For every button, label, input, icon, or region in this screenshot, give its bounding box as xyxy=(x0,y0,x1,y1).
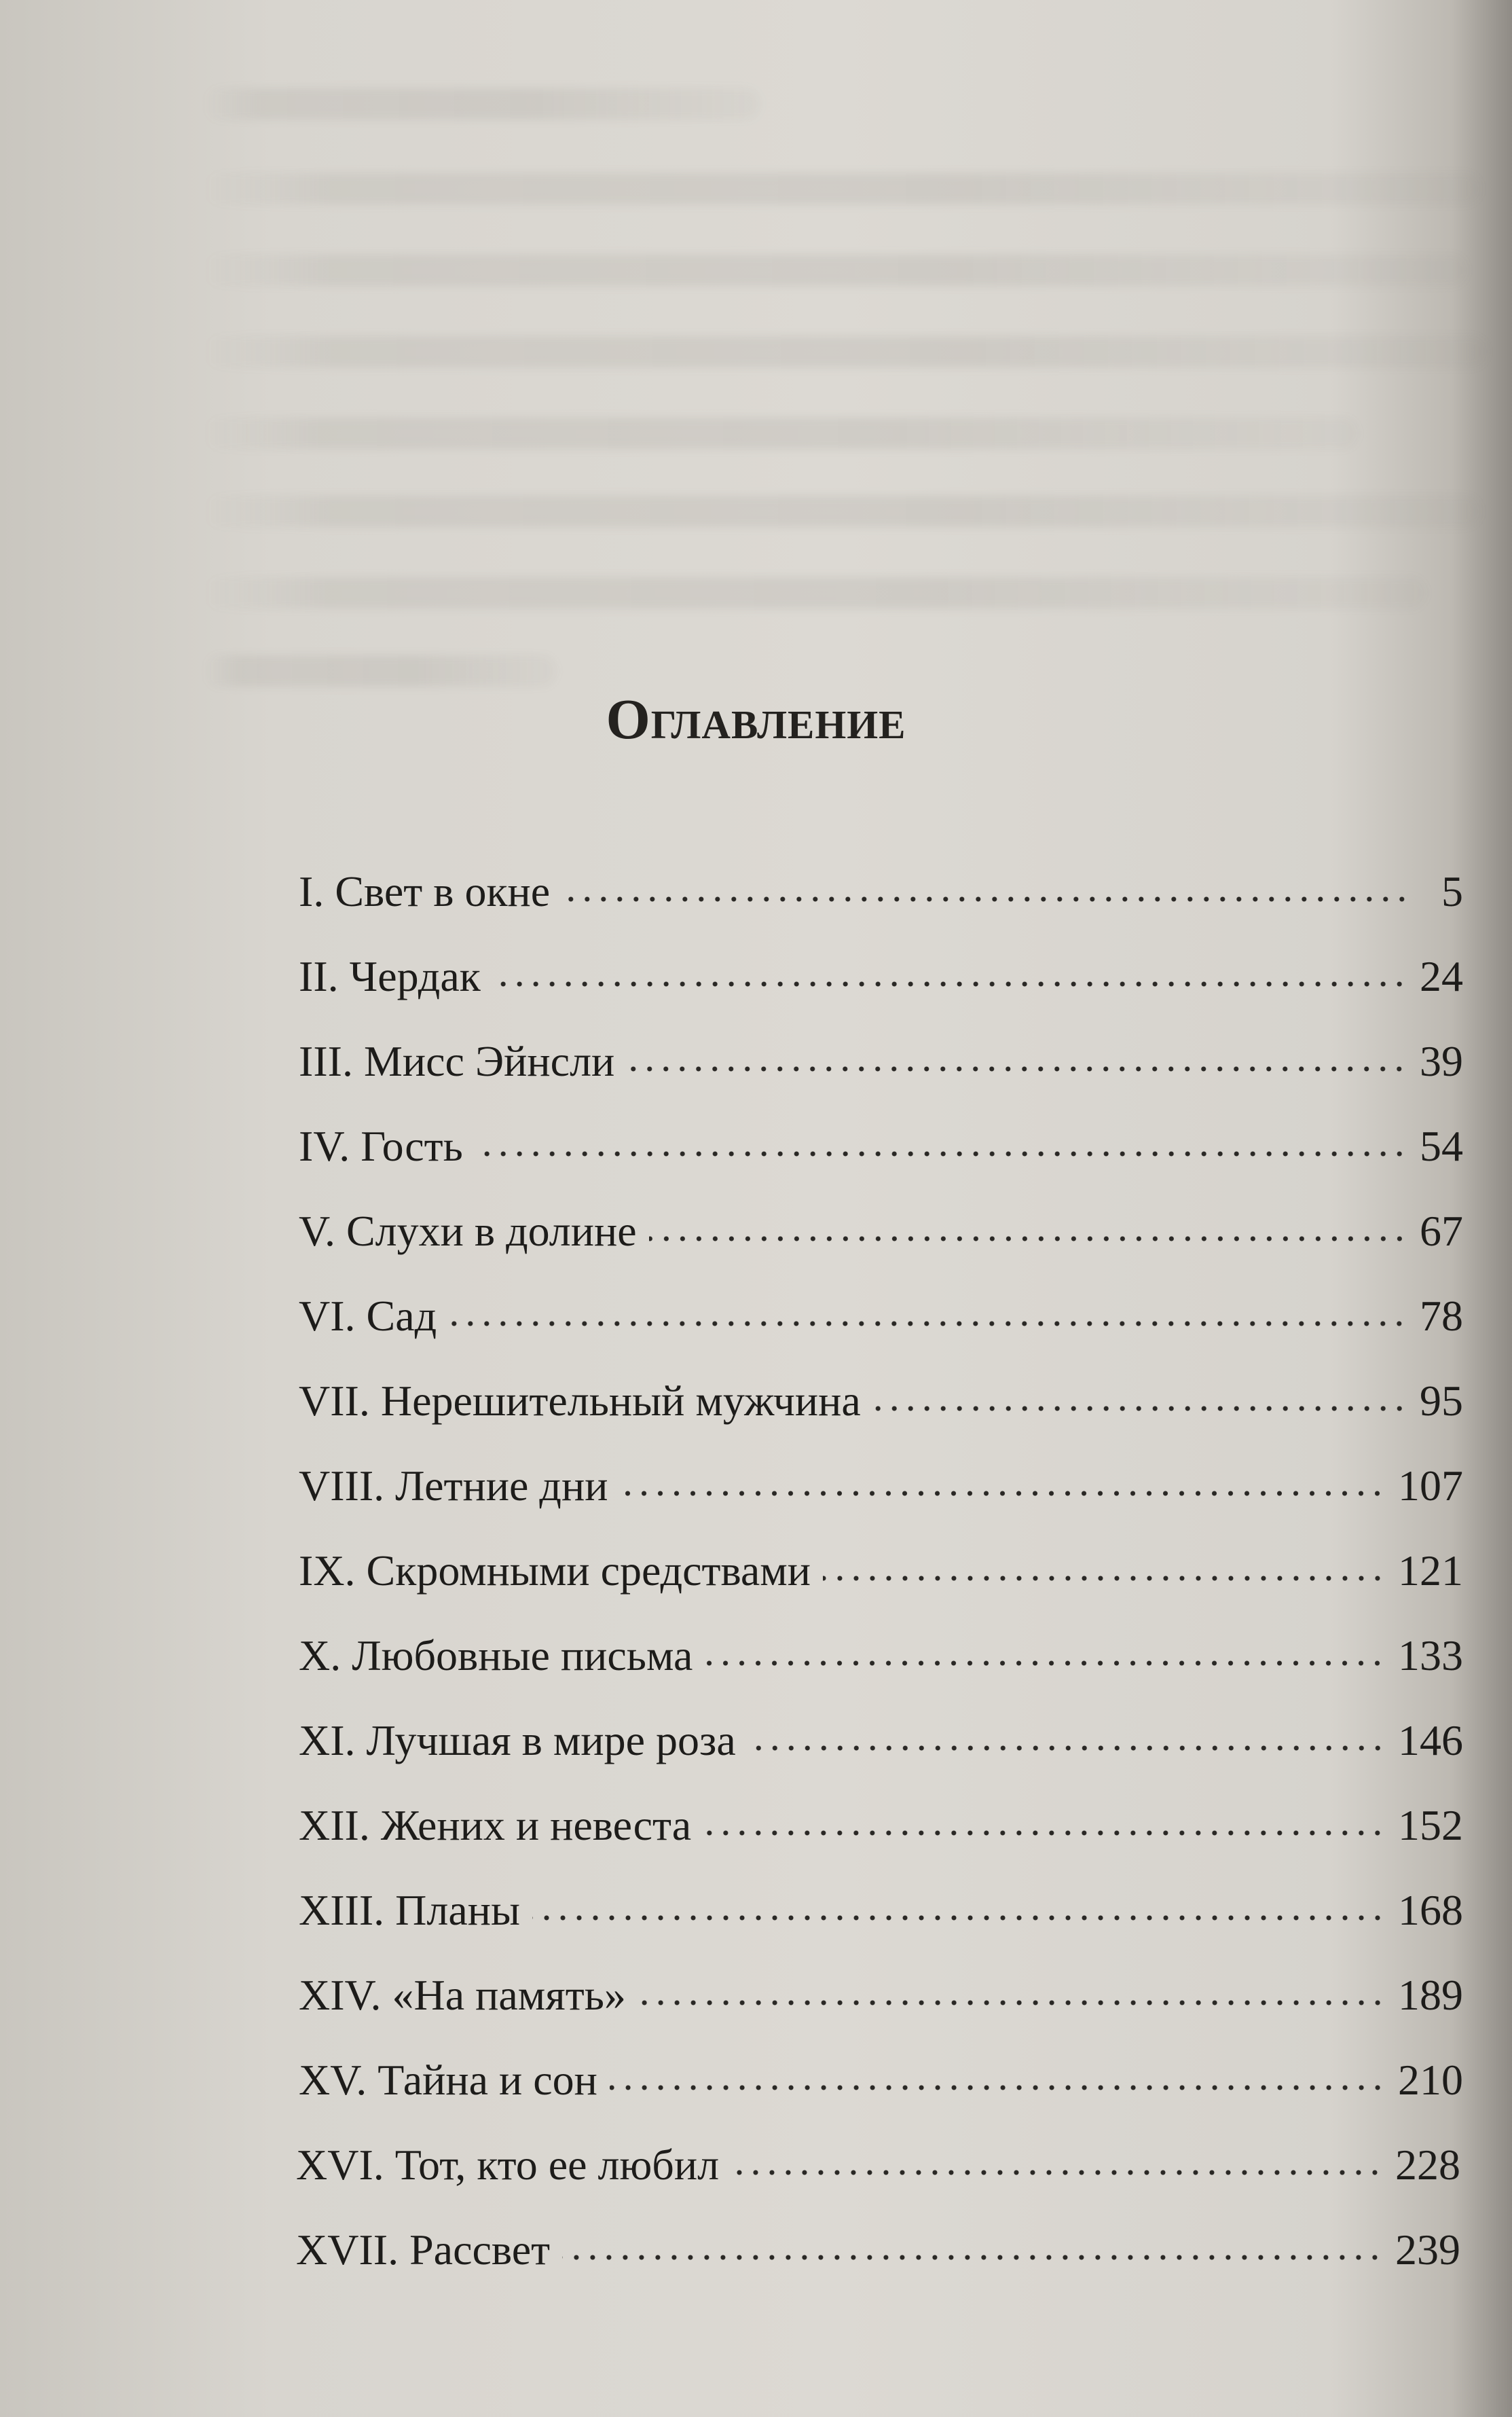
toc-entry xyxy=(299,1711,1463,1796)
dot-leader xyxy=(562,2221,1388,2264)
dot-leader xyxy=(823,1542,1391,1585)
page-number: 121 xyxy=(1398,1546,1463,1595)
chapter-title: VIII. Летние дни xyxy=(299,1461,608,1510)
chapter-title: II. Чердак xyxy=(299,952,481,1000)
chapter-title: V. Слухи в долине xyxy=(299,1207,637,1255)
chapter-title: XV. Тайна и сон xyxy=(299,2056,597,2104)
dot-leader xyxy=(731,2136,1388,2179)
page-number: 210 xyxy=(1398,2056,1463,2104)
page-number: 168 xyxy=(1398,1886,1463,1934)
page-number: 107 xyxy=(1398,1461,1463,1510)
page-number: 67 xyxy=(1420,1207,1463,1255)
dot-leader xyxy=(703,1796,1391,1840)
dot-leader xyxy=(620,1457,1391,1500)
toc-entry xyxy=(299,947,1463,1032)
dot-leader xyxy=(627,1032,1413,1076)
chapter-title: IV. Гость xyxy=(299,1122,463,1170)
chapter-title: I. Свет в окне xyxy=(299,867,551,915)
page-number: 24 xyxy=(1420,952,1463,1000)
dot-leader xyxy=(748,1711,1391,1755)
toc-entry xyxy=(299,1881,1463,1966)
chapter-title: XIV. «На память» xyxy=(299,1971,626,2019)
page-title: Оглавление xyxy=(606,688,906,752)
chapter-title: VII. Нерешительный мужчина xyxy=(299,1377,861,1425)
show-through-text xyxy=(204,61,1494,672)
chapter-title: X. Любовные письма xyxy=(299,1631,693,1679)
chapter-title: XIII. Планы xyxy=(299,1886,520,1934)
dot-leader xyxy=(449,1287,1413,1330)
dot-leader xyxy=(649,1202,1413,1246)
table-of-contents xyxy=(296,862,1463,2306)
dot-leader xyxy=(873,1372,1413,1415)
page-number: 78 xyxy=(1420,1292,1463,1340)
toc-entry xyxy=(299,1287,1463,1372)
toc-entry xyxy=(299,1966,1463,2051)
chapter-title: IX. Скромными средствами xyxy=(299,1546,811,1595)
chapter-title: VI. Сад xyxy=(299,1292,437,1340)
toc-entry xyxy=(299,2051,1463,2136)
toc-entry xyxy=(299,1796,1463,1881)
toc-entry xyxy=(296,2221,1460,2306)
toc-entry xyxy=(299,862,1463,947)
toc-entry xyxy=(299,1627,1463,1711)
chapter-title: XVI. Тот, кто ее любил xyxy=(296,2141,720,2189)
dot-leader xyxy=(638,1966,1391,2010)
page-number: 54 xyxy=(1420,1122,1463,1170)
dot-leader xyxy=(475,1117,1413,1161)
dot-leader xyxy=(610,2051,1391,2094)
toc-entry xyxy=(299,1117,1463,1202)
page-number: 146 xyxy=(1398,1716,1463,1764)
toc-entry xyxy=(296,2136,1460,2221)
page-number: 228 xyxy=(1395,2141,1460,2189)
page-number: 133 xyxy=(1398,1631,1463,1679)
toc-entry xyxy=(299,1542,1463,1627)
dot-leader xyxy=(532,1881,1391,1925)
page-number: 189 xyxy=(1398,1971,1463,2019)
page-number: 152 xyxy=(1398,1801,1463,1849)
dot-leader xyxy=(562,862,1416,906)
toc-entry xyxy=(299,1457,1463,1542)
toc-entry xyxy=(299,1202,1463,1287)
page-number: 239 xyxy=(1395,2225,1460,2274)
chapter-title: XI. Лучшая в мире роза xyxy=(299,1716,736,1764)
toc-entry xyxy=(299,1032,1463,1117)
dot-leader xyxy=(493,947,1413,991)
chapter-title: XVII. Рассвет xyxy=(296,2225,551,2274)
toc-entry xyxy=(299,1372,1463,1457)
chapter-title: III. Мисс Эйнсли xyxy=(299,1037,615,1085)
chapter-title: XII. Жених и невеста xyxy=(299,1801,692,1849)
page-number: 5 xyxy=(1441,867,1463,915)
page-number: 95 xyxy=(1420,1377,1463,1425)
page-number: 39 xyxy=(1420,1037,1463,1085)
dot-leader xyxy=(705,1627,1391,1670)
